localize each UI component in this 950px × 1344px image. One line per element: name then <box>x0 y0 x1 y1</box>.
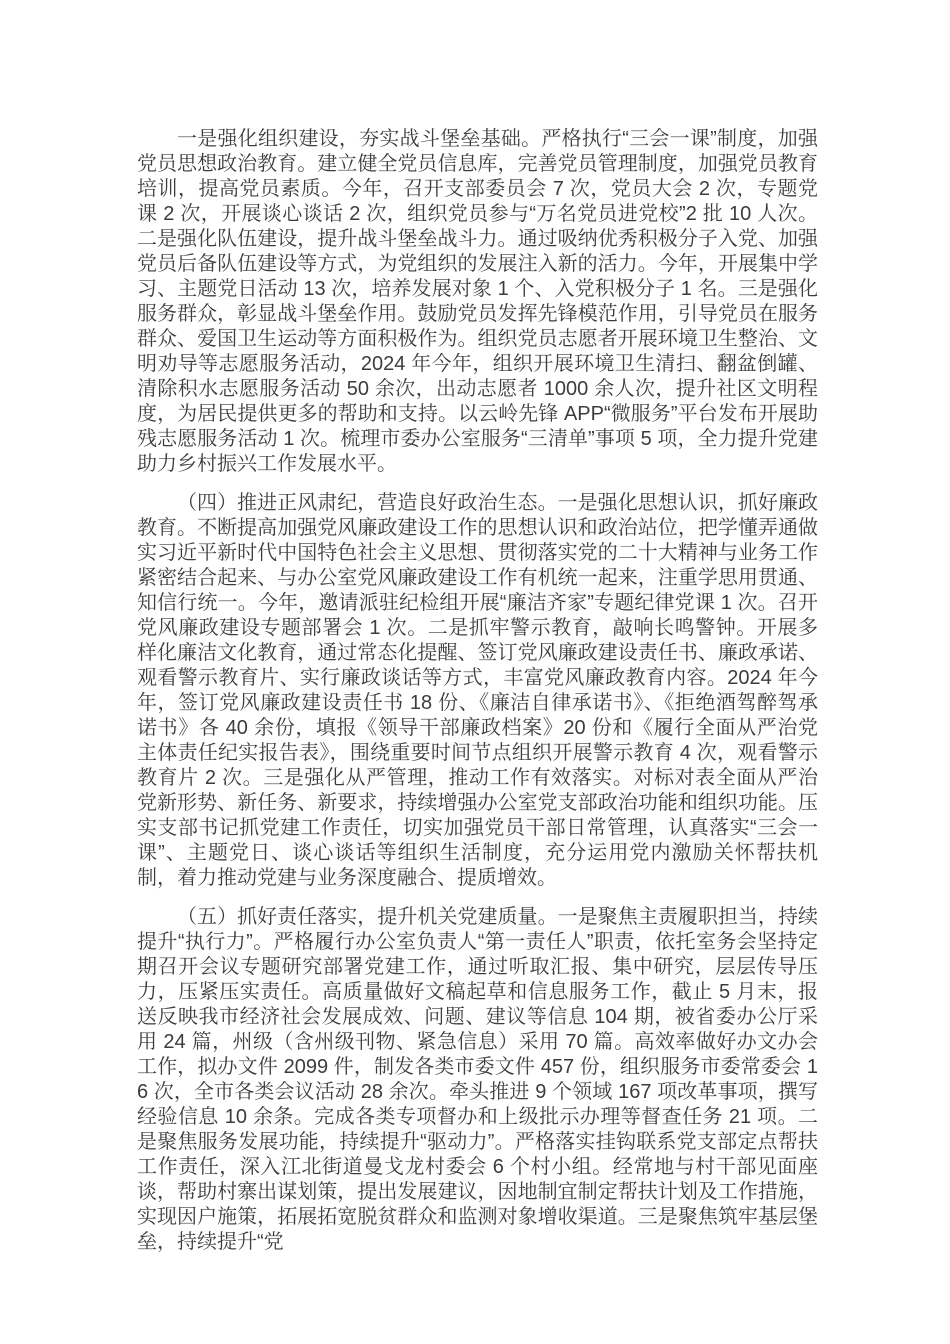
paragraph-section-5-responsibility: （五）抓好责任落实，提升机关党建质量。一是聚焦主责履职担当，持续提升“执行力”。严格履行办公室负责人“第一责任人”职责，依托室务会坚持定期召开会议专题研究部署党建工作，通过听取汇报、集中研究，层层传导压力，压紧压实责任。高质量做好文稿起草和信息服务工作，截止 5 月末，报送反映我市经济社会发展成效、问题、建议等信息 104 期，被省委办公厅采用 24 篇，州级（含州级刊物、紧急信息）采用 70 篇。高效率做好办文办会工作，拟办文件 2099 件，制发各类市委文件 457 份，组织服务市委常委会 16 次，全市各类会议活动 28 余次。牵头推进 9 个领域 167 项改革事项，撰写经验信息 10 余条。完成各类专项督办和上级批示办理等督查任务 21 项。二是聚焦服务发展功能，持续提升“驱动力”。严格落实挂钩联系党支部定点帮扶工作责任，深入江北街道曼戈龙村委会 6 个村小组。经常地与村干部见面座谈，帮助村寨出谋划策，提出发展建议，因地制宜制定帮扶计划及工作措施，实现因户施策，拓展拓宽脱贫群众和监测对象增收渠道。三是聚焦筑牢基层堡垒，持续提升“党 <box>137 906 818 1253</box>
paragraph-org-building: 一是强化组织建设，夯实战斗堡垒基础。严格执行“三会一课”制度，加强党员思想政治教育。建立健全党员信息库，完善党员管理制度，加强党员教育培训，提高党员素质。今年，召开支部委员会 7 次，党员大会 2 次，专题党课 2 次，开展谈心谈话 2 次，组织党员参与“万名党员进党校”2 批 10 人次。二是强化队伍建设，提升战斗堡垒战斗力。通过吸纳优秀积极分子入党、加强党员后备队伍建设等方式，为党组织的发展注入新的活力。今年，开展集中学习、主题党日活动 13 次，培养发展对象 1 个、入党积极分子 1 名。三是强化服务群众，彰显战斗堡垒作用。鼓励党员发挥先锋模范作用，引导党员在服务群众、爱国卫生运动等方面积极作为。组织党员志愿者开展环境卫生整治、文明劝导等志愿服务活动，2024 年今年，组织开展环境卫生清扫、翻盆倒罐、清除积水志愿服务活动 50 余次，出动志愿者 1000 余人次，提升社区文明程度，为居民提供更多的帮助和支持。以云岭先锋 APP“微服务”平台发布开展助残志愿服务活动 1 次。梳理市委办公室服务“三清单”事项 5 项，全力提升党建助力乡村振兴工作发展水平。 <box>137 128 818 475</box>
paragraph-section-4-discipline: （四）推进正风肃纪，营造良好政治生态。一是强化思想认识，抓好廉政教育。不断提高加强党风廉政建设工作的思想认识和政治站位，把学懂弄通做实习近平新时代中国特色社会主义思想、贯彻落实党的二十大精神与业务工作紧密结合起来、与办公室党风廉政建设工作有机统一起来，注重学思用贯通、知信行统一。今年，邀请派驻纪检组开展“廉洁齐家”专题纪律党课 1 次。召开党风廉政建设专题部署会 1 次。二是抓牢警示教育，敲响长鸣警钟。开展多样化廉洁文化教育，通过常态化提醒、签订党风廉政建设责任书、廉政承诺、观看警示教育片、实行廉政谈话等方式，丰富党风廉政教育内容。2024 年今年，签订党风廉政建设责任书 18 份、《廉洁自律承诺书》、《拒绝酒驾醉驾承诺书》各 40 余份，填报《领导干部廉政档案》20 份和《履行全面从严治党主体责任纪实报告表》，围绕重要时间节点组织开展警示教育 4 次，观看警示教育片 2 次。三是强化从严管理，推动工作有效落实。对标对表全面从严治党新形势、新任务、新要求，持续增强办公室党支部政治功能和组织功能。压实支部书记抓党建工作责任，切实加强党员干部日常管理，认真落实“三会一课”、主题党日、谈心谈话等组织生活制度，充分运用党内激励关怀帮扶机制，着力推动党建与业务深度融合、提质增效。 <box>137 492 818 889</box>
